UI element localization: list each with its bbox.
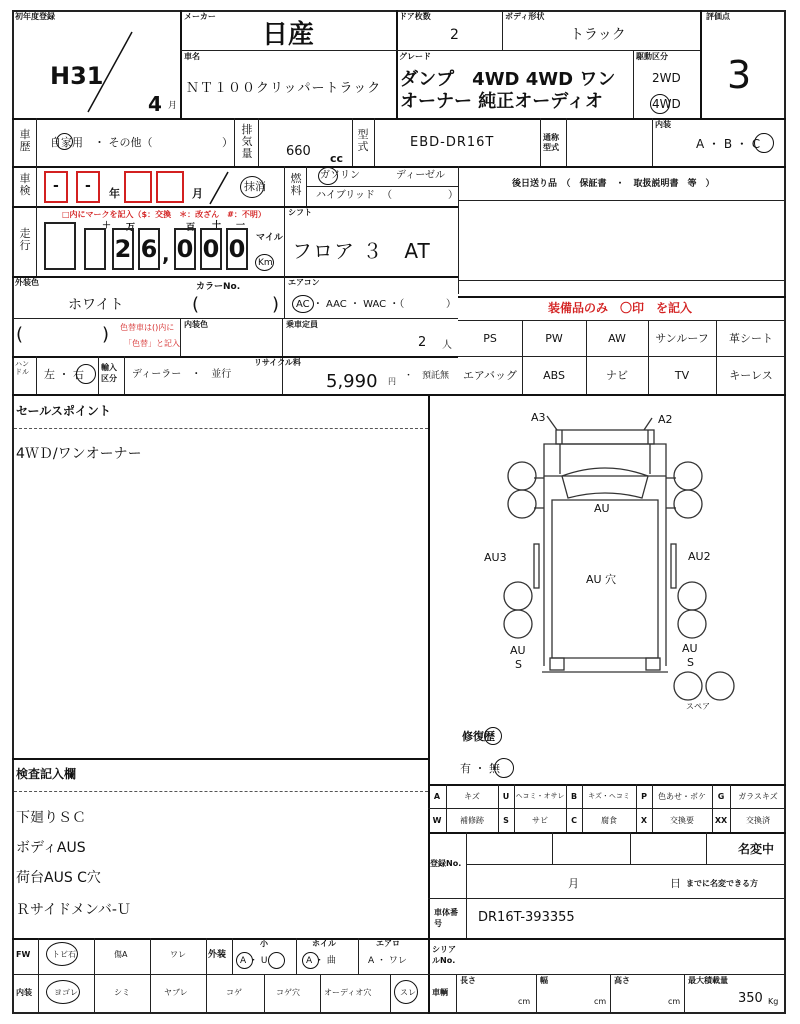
sales-point-title: セールスポイント [16,404,111,418]
gasoline-circle [318,167,338,185]
shift-label: シフト [288,208,312,217]
recycle-label: リサイクル料 [254,358,301,367]
ac-label: エアコン [288,278,320,287]
int-burn-hole: コゲ穴 [276,988,300,997]
legend-g-desc: ガラスキズ [738,791,778,801]
body-type: トラック [570,27,626,43]
int-stain: シミ [114,988,130,997]
load-value: 350 [738,991,763,1006]
odometer-digit-3: 0 [174,228,196,270]
car-name: ＮＴ１００クリッパートラック [186,81,382,96]
history-close: ） [222,136,233,149]
recycle-amount: 5,990 [326,371,378,392]
equip-header: 装備品のみ 〇印 を記入 [548,301,693,315]
color-no-label: カラーNo. [196,282,241,292]
drive-label: 駆動区分 [636,52,668,61]
height-label: 高さ [614,976,630,985]
aero-value: A ・ ワレ [368,956,407,966]
sales-point-text: 4ＷＤ/ワンオーナー [16,446,142,462]
mile-unit: マイル [256,233,283,243]
legend-s-desc: サビ [532,815,548,825]
legend-w: W [432,815,442,825]
ext-color-label: 外装色 [15,278,39,287]
odometer-digit-1: 2 [112,228,134,270]
inspection-line-3: 荷台AUS C穴 [16,870,101,886]
fw-chip-circle [46,942,78,966]
odometer-digit-4: 0 [200,228,222,270]
displacement-label: 排気量 [241,123,253,160]
inspection-line-2: ボディAUS [16,840,86,856]
diagram-au2: AU2 [688,550,711,563]
diagram-au-top: AU [594,502,610,515]
legend-b-desc: キズ・ヘコミ [588,792,630,800]
drive-4wd-circle [650,94,670,114]
int-tear: ヤブレ [164,988,188,997]
inspection-title: 検査記入欄 [16,767,77,781]
ac-close: ） [446,299,456,310]
first-reg-label: 初年度登録 [15,12,55,21]
car-name-label: 車名 [184,52,200,61]
equip-ps: PS [483,331,497,345]
insp-box-4 [156,171,184,203]
year-slash [80,28,140,118]
score: 3 [727,53,752,97]
legend-p-desc: 色あせ・ボケ [658,791,706,801]
int-burn: コゲ [226,988,242,997]
capacity: 2 [418,335,427,350]
interior-grades: A ・ B ・ C [696,137,761,151]
unit-ten: 十 [212,221,222,231]
name-change: 名変中 [738,842,775,856]
load-kg: Kg [768,997,779,1006]
era-year: H31 [50,62,104,90]
equip-abs: ABS [543,368,565,382]
repair-value: 有 ・ 無 [460,762,500,775]
fw-crack: ワレ [170,950,186,959]
inspection-label: 車検 [19,172,31,197]
equip-pw: PW [545,331,563,345]
int-color-label: 内装色 [184,320,208,329]
km-unit: Km [258,258,273,268]
wheel-value: A ・ 曲 [306,956,336,966]
doors-label: ドア枚数 [399,12,431,21]
insp-dash-2: - [85,178,91,194]
fuel-gasoline: ガソリン [320,170,360,181]
odometer-comma: , [162,242,170,266]
insp-month-unit: 月 [192,187,203,200]
shift-value: フロア ３ AT [292,239,431,263]
int-label: 内装 [16,988,32,997]
ac-circle [292,295,314,313]
wheel-a-circle [302,952,319,969]
equip-aw: AW [608,331,626,345]
body-label: ボディ形状 [505,12,545,21]
color-change-note-1: 色替車は()内に [120,323,175,332]
legend-g: G [717,791,725,801]
color-change-note-2: 「色替」と記入 [124,339,180,348]
recycle-yen: 円 [388,377,396,386]
int-scuff: スレ [400,988,416,997]
legend-w-desc: 補修跡 [460,815,484,825]
fuel-hybrid: ハイブリッド [316,190,375,201]
diagram-aus-right-1: AU [682,642,698,655]
maker: 日産 [262,20,315,50]
fuel-diesel: ディーゼル [396,170,445,181]
ac-value: AC ・ AAC ・ WAC ・（ [296,299,405,310]
score-label: 評価点 [706,12,730,21]
width-cm: cm [594,997,607,1006]
import-value: ディーラー ・ 並行 [132,369,232,380]
drive-2wd: 2WD [652,71,681,85]
small-label: 小 [260,939,268,948]
unregistered: 抹消 [244,180,266,193]
odometer-digit-2: 6 [138,228,160,270]
legend-u-desc: ヘコミ・オサレ [515,792,565,800]
legend-x-desc: 交換要 [670,815,694,825]
reg-no-label: 登録No. [430,859,462,868]
small-u-circle [268,952,285,969]
serial-label: シリアルNo. [432,945,456,965]
displacement: 660 [286,144,311,159]
repair-label: 修復歴 [462,730,495,743]
insp-slash [204,170,234,206]
mileage-note: □内にマークを記入（$：交換 ＊：改ざん #：不明） [62,210,266,219]
length-cm: cm [518,997,531,1006]
handle-right-circle [76,364,96,384]
unit-one: 一 [236,221,246,231]
diagram-aus-left-2: S [515,658,522,671]
mileage-big-box [44,222,76,270]
repair-circle [484,727,502,745]
legend-s: S [503,815,509,825]
legend-xx: XX [714,815,728,825]
odometer-digit-blank [84,228,106,270]
handle-value: 左 ・ 右 [44,368,84,381]
km-circle [255,254,274,271]
grade-label: グレード [399,52,431,61]
mileage-label: 走行 [19,227,31,252]
fw-scratch: 傷A [114,950,128,959]
insp-box-3 [124,171,152,203]
odometer-digit-5: 0 [226,228,248,270]
color-no-paren-close: ) [272,294,280,315]
legend-x: X [640,815,648,825]
grade-line2: オーナー 純正オーディオ [400,91,603,112]
fuel-other: （ [382,190,392,201]
history-label: 車歴 [19,128,31,153]
width-label: 幅 [540,976,548,985]
reg-day: 日 [670,877,681,890]
unit-plus-1: ＋ [102,221,112,231]
diagram-au-hole: AU 穴 [586,573,617,586]
repair-none-circle [494,758,514,778]
equip-keyless: キーレス [729,369,773,382]
equip-leather: 革シート [729,332,773,345]
length-label: 長さ [460,976,476,985]
handle-label: ハンドル [15,360,29,376]
dims-label: 車輌 [432,988,448,997]
small-value: A ・ U [240,956,268,966]
chassis-number: DR16T-393355 [478,910,575,925]
import-label: 輸入区分 [101,363,117,383]
cc-unit: cc [330,152,344,165]
height-cm: cm [668,997,681,1006]
inspection-line-4: Ｒサイドメンバ-Ｕ [16,902,131,918]
unit-ten-thousand: 万 [126,223,136,233]
int-dirt-circle [46,980,80,1004]
later-items: 後日送り品 （ 保証書 ・ 取扱説明書 等 ） [512,179,715,189]
fw-chip: トビ石 [52,950,76,959]
model-label: 型式 [357,128,369,153]
doors: 2 [450,27,459,43]
model-code: EBD-DR16T [410,135,495,150]
interior-label: 内装 [655,120,671,129]
equip-navi: ナビ [606,369,628,382]
fw-label: FW [16,950,31,959]
common-model-label: 通称型式 [543,133,559,152]
diagram-aus-left-1: AU [510,644,526,657]
insp-year-unit: 年 [109,187,120,200]
small-a-circle [236,952,253,969]
wheel-label: ホイル [312,939,336,948]
diagram-au3: AU3 [484,551,507,564]
diagram-spare: スペア [686,702,710,711]
grade-line1: ダンプ 4WD 4WD ワン [400,69,616,90]
legend-xx-desc: 交換済 [746,815,770,825]
history-value: 自家用 ・ その他（ [50,136,153,149]
unit-hundred: 百 [186,223,196,233]
color-change-paren-close: ) [102,324,110,345]
int-audio-hole: オーディオ穴 [324,988,372,997]
load-label: 最大積載量 [688,976,728,985]
legend-a: A [433,791,441,801]
capacity-label: 乗車定員 [286,320,318,329]
legend-b: B [570,791,578,801]
ext-color: ホワイト [68,297,124,313]
diagram-a3: A3 [531,411,546,424]
reg-month: 月 [568,877,579,890]
legend-p: P [641,791,647,801]
legend-c-desc: 腐食 [601,815,617,825]
aero-label: エアロ [376,939,400,948]
legend-u: U [502,791,510,801]
reg-deadline: までに名変できる方 [686,879,758,888]
chassis-label: 車体番号 [434,908,458,928]
maker-label: メーカー [184,12,216,21]
month-unit: 月 [168,101,178,111]
insp-dash-1: - [53,178,59,194]
ext-label: 外装 [208,950,227,960]
legend-a-desc: キズ [464,791,480,801]
int-dirt: ヨゴレ [54,988,78,997]
unregistered-circle [240,176,264,198]
interior-grade-circle [754,133,774,153]
recycle-deposit: ・ 預託無 [404,371,450,381]
capacity-unit: 人 [442,340,452,351]
equip-sunroof: サンルーフ [655,332,709,345]
fuel-other-close: ） [448,190,458,201]
int-scuff-circle [394,980,418,1004]
diagram-aus-right-2: S [687,656,694,669]
month-value: 4 [148,92,162,116]
drive-4wd: 4WD [652,97,681,111]
equip-airbag: エアバッグ [462,369,518,382]
equip-tv: TV [674,368,690,382]
legend-c: C [571,815,577,825]
inspection-line-1: 下廻りＳＣ [16,810,86,826]
color-no-paren-open: ( [192,294,200,315]
diagram-a2: A2 [658,413,673,426]
private-use-circle [56,133,73,150]
color-change-paren-open: ( [16,324,24,345]
fuel-label: 燃料 [290,172,302,197]
